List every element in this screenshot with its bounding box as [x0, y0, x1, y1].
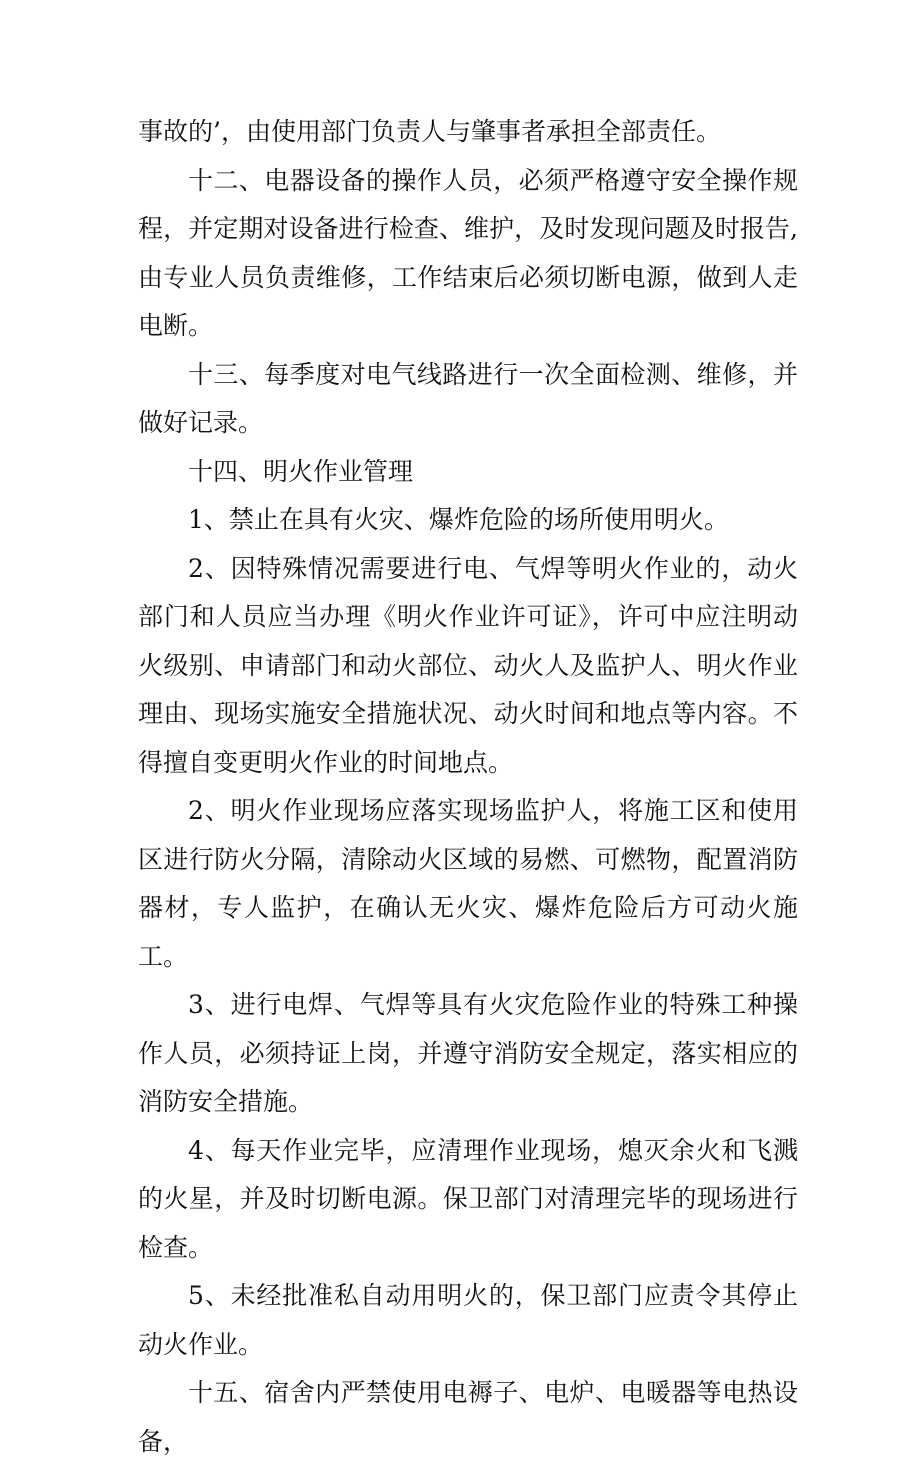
paragraph-subitem-5: 5、未经批准私自动用明火的，保卫部门应责令其停止动火作业。: [138, 1281, 798, 1359]
paragraph-subitem-3: 3、进行电焊、气焊等具有火灾危险作业的特殊工种操作人员，必须持证上岗，并遵守消防安全规定，落实相应的消防安全措施。: [138, 990, 798, 1116]
paragraph-subitem-2a: 2、因特殊情况需要进行电、气焊等明火作业的，动火部门和人员应当办理《明火作业许可证》，许可中应注明动火级别、申请部门和动火部位、动火人及监护人、明火作业理由、现场实施安全措施状况、动火时间和地点等内容。不得擅自变更明火作业的时间地点。: [138, 553, 798, 777]
paragraph-subitem-2b: 2、明火作业现场应落实现场监护人，将施工区和使用区进行防火分隔，清除动火区域的易燃、可燃物，配置消防器材，专人监护，在确认无火灾、爆炸危险后方可动火施工。: [138, 796, 798, 971]
paragraph-item-12: 十二、电器设备的操作人员，必须严格遵守安全操作规程，并定期对设备进行检查、维护，及时发现问题及时报告,由专业人员负责维修，工作结束后必须切断电源，做到人走电断。: [138, 165, 798, 340]
section-heading-14: 十四、明火作业管理: [188, 456, 414, 486]
paragraph-item-13: 十三、每季度对电气线路进行一次全面检测、维修，并做好记录。: [138, 359, 798, 437]
document-body: [138, 108, 798, 1466]
paragraph-subitem-1: 1、禁止在具有火灾、爆炸危险的场所使用明火。: [188, 505, 729, 534]
paragraph-continuation: 事故的’，由使用部门负责人与肇事者承担全部责任。: [138, 117, 721, 146]
paragraph-subitem-4: 4、每天作业完毕，应清理作业现场，熄灭余火和飞溅的火星，并及时切断电源。保卫部门对清理完毕的现场进行检查。: [138, 1135, 798, 1262]
paragraph-item-15: 十五、宿舍内严禁使用电褥子、电炉、电暖器等电热设备，: [138, 1378, 798, 1456]
